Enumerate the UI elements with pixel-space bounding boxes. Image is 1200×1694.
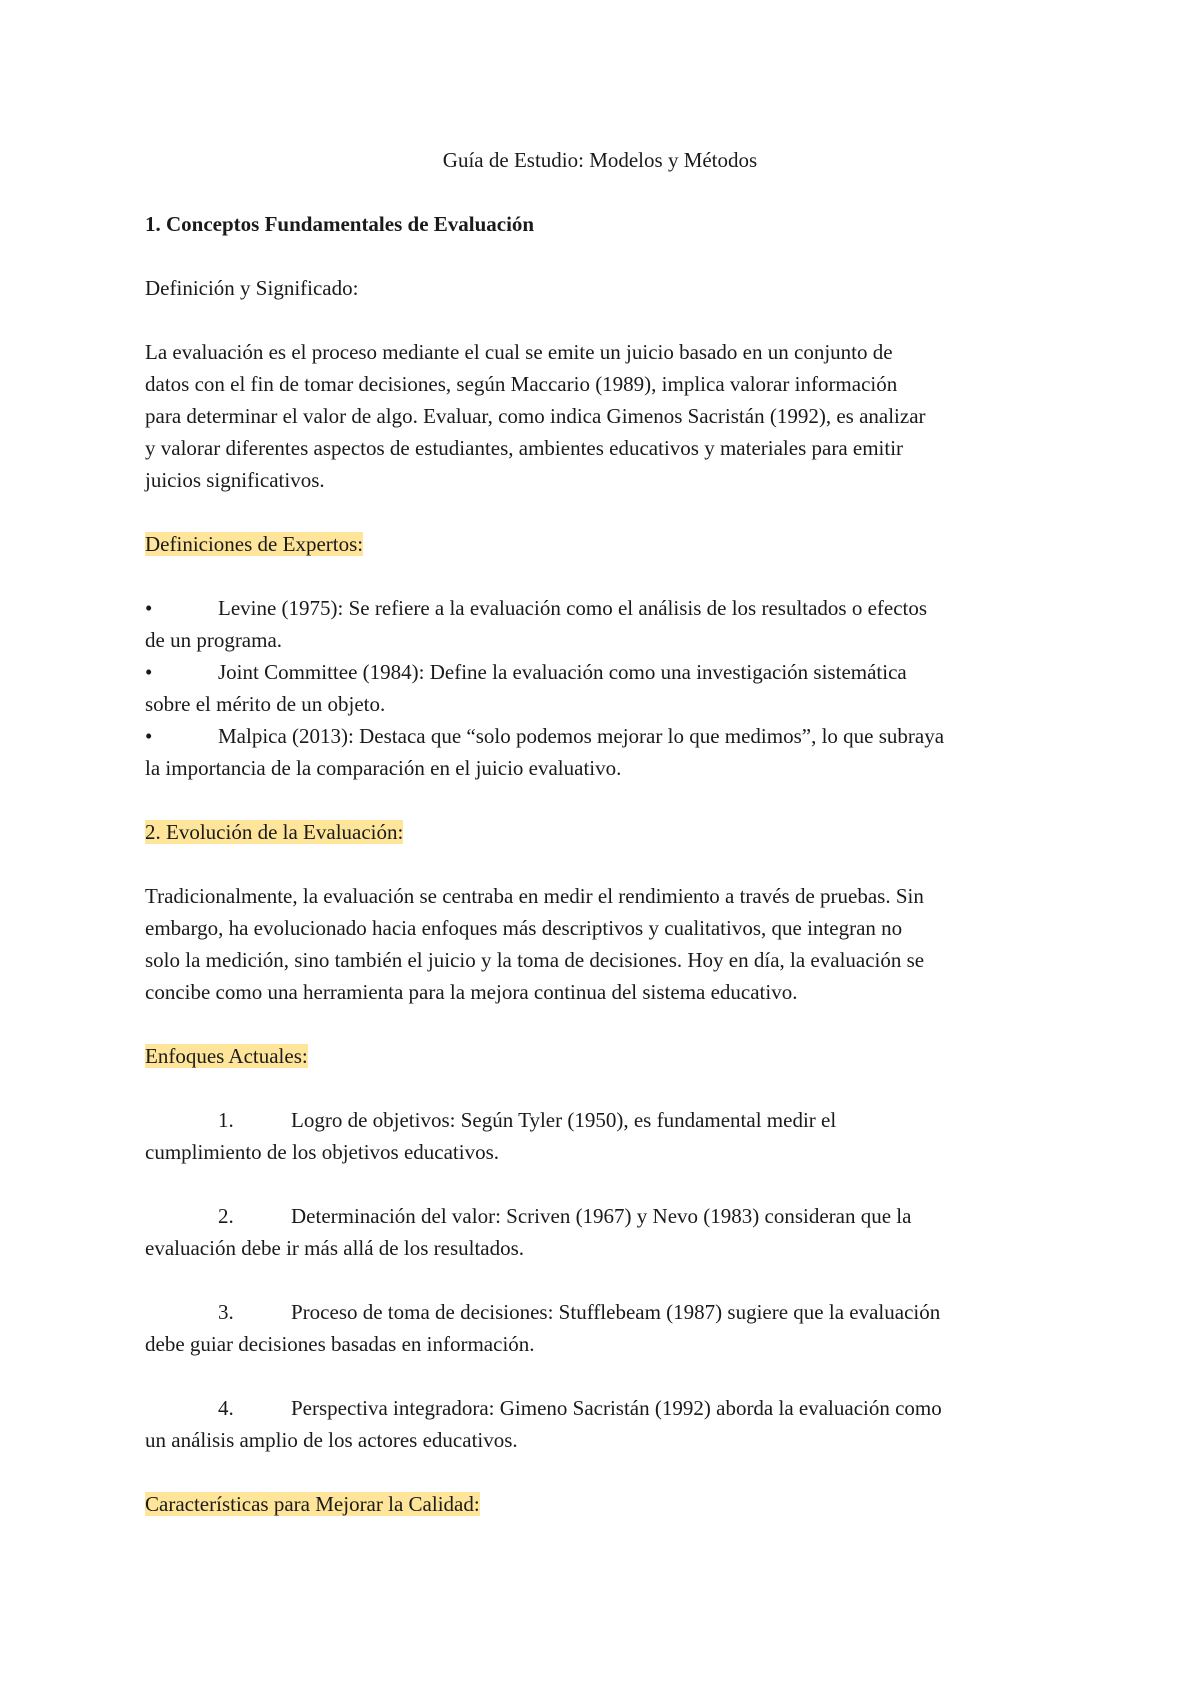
expert-item-line: Malpica (2013): Destaca que “solo podemos mejorar lo que medimos”, lo que subraya <box>218 724 945 748</box>
paragraph-line: juicios significativos. <box>145 468 325 492</box>
expert-item-line: Joint Committee (1984): Define la evaluación como una investigación sistemática <box>218 660 907 684</box>
expert-item-line: sobre el mérito de un objeto. <box>145 692 386 716</box>
paragraph-line: Tradicionalmente, la evaluación se centraba en medir el rendimiento a través de pruebas. Sin <box>145 884 924 908</box>
list-number: 1. <box>218 1108 234 1132</box>
quality-heading <box>145 1488 480 1520</box>
paragraph-line: solo la medición, sino también el juicio y la toma de decisiones. Hoy en día, la evaluación se <box>145 948 925 972</box>
approach-item-line: evaluación debe ir más allá de los resultados. <box>145 1236 525 1260</box>
bullet-icon: • <box>145 660 153 684</box>
highlighted-text: Definiciones de Expertos: <box>145 532 364 556</box>
highlighted-text: Enfoques Actuales: <box>145 1044 308 1068</box>
definition-subheading: Definición y Significado: <box>145 276 359 300</box>
approaches-heading <box>145 1040 308 1072</box>
section-1-heading: 1. Conceptos Fundamentales de Evaluación <box>145 212 535 236</box>
list-number: 3. <box>218 1300 234 1324</box>
bullet-icon: • <box>145 596 153 620</box>
approach-item-line: Perspectiva integradora: Gimeno Sacristán (1992) aborda la evaluación como <box>291 1396 942 1420</box>
list-number: 4. <box>218 1396 234 1420</box>
expert-item-line: Levine (1975): Se refiere a la evaluación como el análisis de los resultados o efectos <box>218 596 928 620</box>
highlighted-text: 2. Evolución de la Evaluación: <box>145 820 404 844</box>
approach-item-line: cumplimiento de los objetivos educativos. <box>145 1140 500 1164</box>
bullet-icon: • <box>145 724 153 748</box>
paragraph-line: La evaluación es el proceso mediante el cual se emite un juicio basado en un conjunto de <box>145 340 893 364</box>
approach-item-line: debe guiar decisiones basadas en información. <box>145 1332 535 1356</box>
section-2-heading <box>145 816 403 848</box>
paragraph-line: concibe como una herramienta para la mejora continua del sistema educativo. <box>145 980 798 1004</box>
approach-item-line: Logro de objetivos: Según Tyler (1950), es fundamental medir el <box>291 1108 837 1132</box>
paragraph-line: embargo, ha evolucionado hacia enfoques más descriptivos y cualitativos, que integran no <box>145 916 903 940</box>
document-title: Guía de Estudio: Modelos y Métodos <box>442 148 758 172</box>
expert-item-line: de un programa. <box>145 628 283 652</box>
paragraph-line: para determinar el valor de algo. Evaluar, como indica Gimenos Sacristán (1992), es analizar <box>145 404 926 428</box>
experts-heading <box>145 528 363 560</box>
approach-item-line: un análisis amplio de los actores educativos. <box>145 1428 518 1452</box>
approach-item-line: Proceso de toma de decisiones: Stufflebeam (1987) sugiere que la evaluación <box>291 1300 941 1324</box>
highlighted-text: Características para Mejorar la Calidad: <box>145 1492 480 1516</box>
expert-item-line: la importancia de la comparación en el juicio evaluativo. <box>145 756 622 780</box>
paragraph-line: datos con el fin de tomar decisiones, según Maccario (1989), implica valorar información <box>145 372 898 396</box>
paragraph-line: y valorar diferentes aspectos de estudiantes, ambientes educativos y materiales para emitir <box>145 436 904 460</box>
list-number: 2. <box>218 1204 234 1228</box>
approach-item-line: Determinación del valor: Scriven (1967) y Nevo (1983) consideran que la <box>291 1204 912 1228</box>
